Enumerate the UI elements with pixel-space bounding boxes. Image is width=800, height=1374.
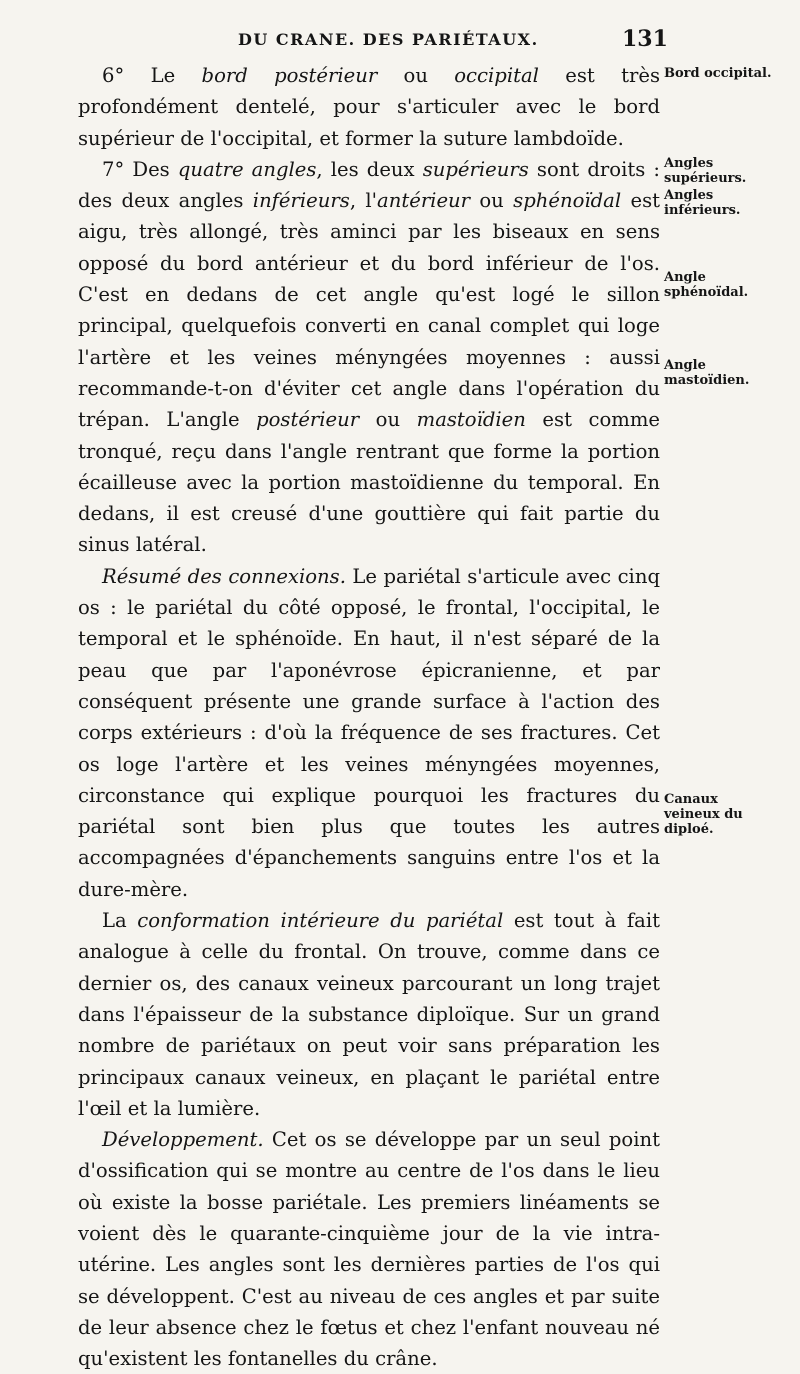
paragraph [78, 561, 660, 905]
margin-note: Angles supérieurs. [664, 156, 747, 186]
text-run: ou [470, 189, 514, 213]
italic-term: bord postérieur [201, 64, 378, 87]
margin-note: Canaux veineux du diploé. [664, 792, 743, 837]
italic-term: Développement. [102, 1128, 264, 1152]
page-number: 131 [622, 26, 668, 52]
italic-term: Résumé des connexions. [102, 564, 346, 588]
margin-note: Angle mastoïdien. [664, 358, 750, 388]
italic-term: mastoïdien [416, 408, 526, 432]
text-run: sont droits : des deux angles [78, 157, 660, 213]
text-run: 7° Des [102, 157, 178, 181]
italic-term: supérieurs [422, 157, 529, 181]
italic-term: inférieurs [252, 189, 350, 213]
text-run: La [102, 909, 138, 933]
text-run: Le pariétal s'articule avec cinq os : le pariétal du côté opposé, le frontal, l'occipital, le temporal et le sphénoïde. En haut, il n'est séparé de la peau que par l'aponévrose épicranienne, et par conséquent présente une grande surface à l'action des corps extérieurs : d'où la fréquence de ses fractures. Cet os loge l'artère et les veines ményngées moyennes, circonstance qui explique pourquoi les fractures du pariétal sont bien plus que toutes les autres accompagnées d'épanchements sanguins entre l'os et la dure-mère. [78, 564, 660, 901]
text-run: Cet os se développe par un seul point d'ossification qui se montre au centre de l'os dans le lieu où existe la bosse pariétale. Les premiers linéaments se voient dès le quarante-cinquième jour de la vie intra-utérine. Les angles sont les dernières parties de l'os qui se développent. C'est au niveau de ces angles et par suite de leur absence chez le fœtus et chez l'enfant nouveau né qu'existent les fontanelles du crâne. [78, 1128, 660, 1371]
italic-term: occipital [454, 64, 539, 87]
text-run: , l' [349, 189, 378, 213]
margin-note: Angle sphénoïdal. [664, 270, 749, 300]
italic-term: conformation intérieure du pariétal [137, 909, 504, 933]
text-run: 6° Le [102, 64, 202, 87]
italic-term: quatre angles [177, 157, 317, 181]
body-text [78, 60, 660, 1374]
italic-term: sphénoïdal [513, 189, 622, 213]
page-header [0, 26, 800, 56]
text-run: est tout à fait analogue à celle du frontal. On trouve, comme dans ce dernier os, des canaux veineux parcourant un long trajet dans l'épaisseur de la substance diploïque. Sur un grand nombre de pariétaux on peut voir sans préparation les principaux canaux veineux, en plaçant le pariétal entre l'œil et la lumière. [78, 909, 661, 1120]
text-run: ou [359, 408, 417, 432]
margin-note: Angles inférieurs. [664, 188, 741, 218]
paragraph [78, 154, 660, 561]
text-run: est comme tronqué, reçu dans l'angle rentrant que forme la portion écailleuse avec la portion mastoïdienne du temporal. En dedans, il est creusé d'une gouttière qui fait partie du sinus latéral. [78, 408, 660, 557]
paragraph [78, 60, 660, 154]
text-run: ou [377, 64, 455, 87]
paragraph [78, 905, 660, 1124]
italic-term: antérieur [377, 189, 471, 213]
italic-term: postérieur [256, 408, 360, 432]
text-run: , les deux [316, 157, 423, 181]
margin-note: Bord occipital. [664, 66, 772, 81]
text-run: est aigu, très allongé, très aminci par les biseaux en sens opposé du bord antérieur et du bord inférieur de l'os. C'est en dedans de cet angle qu'est logé le sillon principal, quelquefois converti en canal complet qui loge l'artère et les veines ményngées moyennes : aussi recommande-t-on d'éviter cet angle dans l'opération du trépan. L'angle [78, 189, 661, 432]
running-head: DU CRANE. DES PARIÉTAUX. [238, 30, 539, 49]
paragraph [78, 1124, 660, 1374]
text-run: est très profondément dentelé, pour s'articuler avec le bord supérieur de l'occipital, et former la suture lambdoïde. [78, 64, 660, 150]
